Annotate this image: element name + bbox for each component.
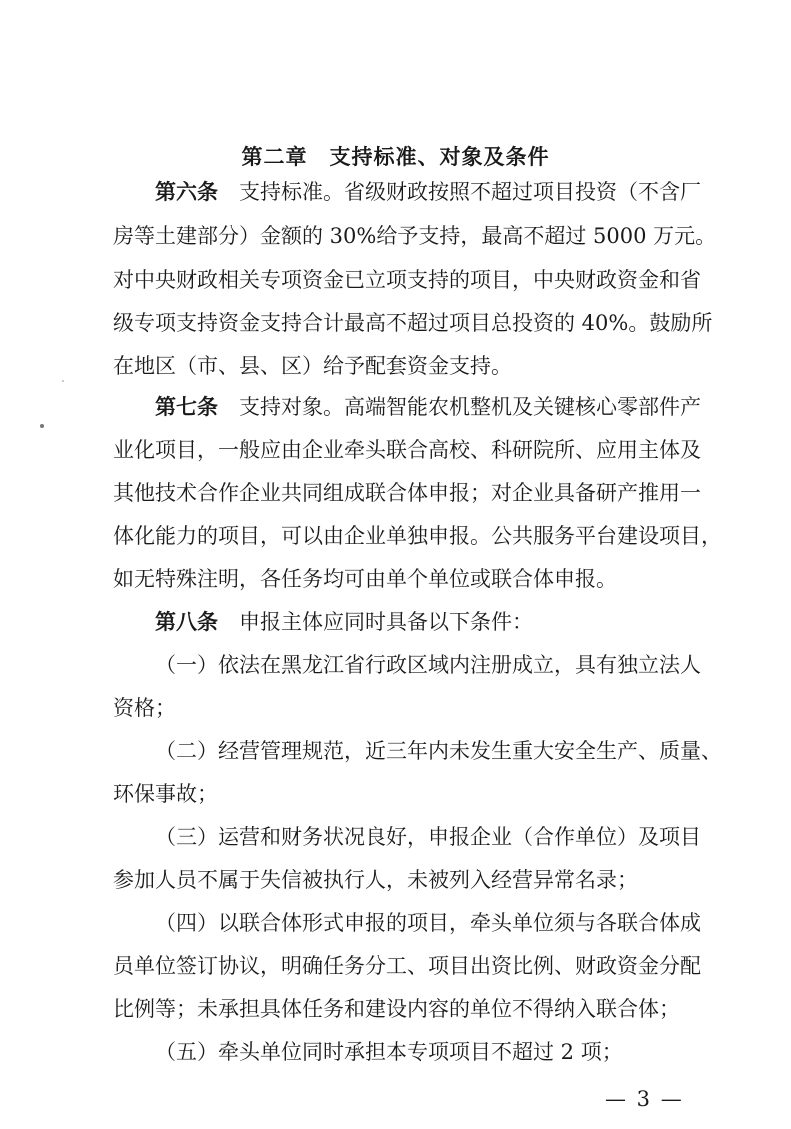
article-7-label: 第七条: [155, 395, 218, 419]
chapter-title: 第二章 支持标准、对象及条件: [241, 145, 550, 169]
condition-3-line-2: 参加人员不属于失信被执行人，未被列入经营异常名录；: [113, 868, 638, 892]
article-6-line-2: 房等土建部分）金额的 30%给予支持，最高不超过 5000 万元。: [113, 224, 717, 248]
article-6-label: 第六条: [155, 180, 218, 204]
article-6-line-1: 第六条 支持标准。省级财政按照不超过项目投资（不含厂: [155, 180, 701, 204]
condition-2-line-1: （二）经营管理规范，近三年内未发生重大安全生产、质量、: [155, 739, 722, 763]
condition-2-line-2: 环保事故；: [113, 782, 218, 806]
article-7-line-5: 如无特殊注明，各任务均可由单个单位或联合体申报。: [113, 567, 617, 591]
condition-1-line-2: 资格；: [113, 696, 176, 720]
page-number: — 3 —: [605, 1087, 684, 1111]
condition-4-line-1: （四）以联合体形式申报的项目，牵头单位须与各联合体成: [155, 911, 701, 935]
article-7-line-2: 业化项目，一般应由企业牵头联合高校、科研院所、应用主体及: [113, 438, 701, 462]
condition-3-line-1: （三）运营和财务状况良好，申报企业（合作单位）及项目: [155, 825, 701, 849]
article-7-line-1: 第七条 支持对象。高端智能农机整机及关键核心零部件产: [155, 395, 701, 419]
condition-1-line-1: （一）依法在黑龙江省行政区域内注册成立，具有独立法人: [155, 653, 701, 677]
article-8-label: 第八条: [155, 610, 218, 634]
article-6-line-5: 在地区（市、县、区）给予配套资金支持。: [113, 354, 512, 378]
condition-4-line-3: 比例等；未承担具体任务和建设内容的单位不得纳入联合体；: [113, 997, 680, 1021]
scan-speck: [62, 380, 64, 382]
article-7-line-3: 其他技术合作企业共同组成联合体申报；对企业具备研产推用一: [113, 481, 701, 505]
scan-speck: [40, 424, 44, 428]
article-6-line-3: 对中央财政相关专项资金已立项支持的项目，中央财政资金和省: [113, 268, 701, 292]
condition-4-line-2: 员单位签订协议，明确任务分工、项目出资比例、财政资金分配: [113, 954, 701, 978]
article-8-line-1: 第八条 申报主体应同时具备以下条件：: [155, 610, 533, 634]
article-7-line-4: 体化能力的项目，可以由企业单独申报。公共服务平台建设项目，: [113, 524, 722, 548]
condition-5-line-1: （五）牵头单位同时承担本专项项目不超过 2 项；: [155, 1040, 623, 1064]
article-6-line-4: 级专项支持资金支持合计最高不超过项目总投资的 40%。鼓励所: [113, 311, 713, 335]
